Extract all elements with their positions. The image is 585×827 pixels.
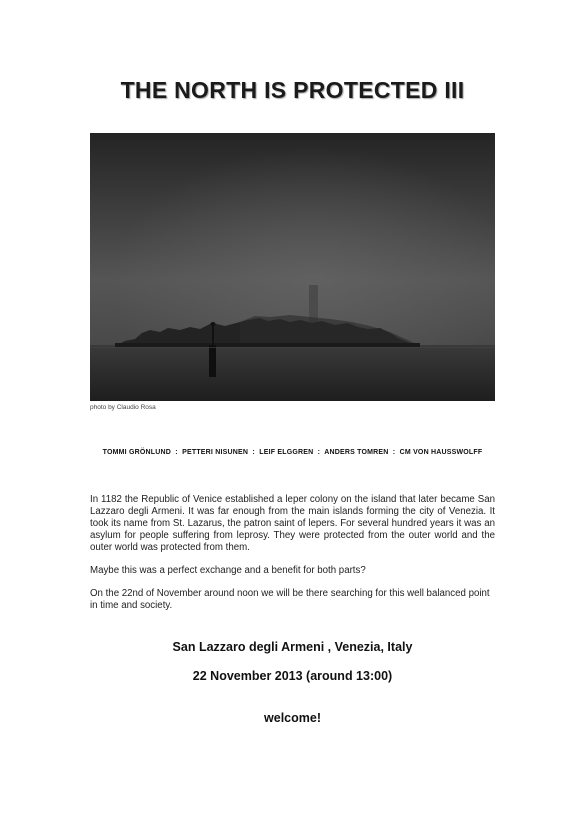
event-location: San Lazzaro degli Armeni , Venezia, Italy: [172, 640, 413, 654]
event-date: 22 November 2013 (around 13:00): [192, 669, 393, 683]
artists-list: TOMMI GRÖNLUND : PETTERI NISUNEN : LEIF ELGGREN : ANDERS TOMREN : CM VON HAUSSWOLFF: [102, 449, 483, 456]
paragraph-history: In 1182 the Republic of Venice established a leper colony on the island that later became San Lazzaro degli Armeni. It was far enough from the main islands forming the city of Venezia. It took its name from St. Lazarus, the patron saint of lepers. For several hundred years it was an asylum for people suffering from leprosy. They were protected from the outer world and the outer world was protected from them.: [90, 494, 495, 553]
photo-credit: photo by Claudio Rosa: [90, 404, 156, 411]
paragraph-event: On the 22nd of November around noon we will be there searching for this well balanced point in time and society.: [90, 588, 490, 611]
description-text: [90, 494, 495, 623]
page-title: THE NORTH IS PROTECTED III: [120, 77, 465, 103]
island-fog-photo: [90, 133, 495, 401]
paragraph-exchange: Maybe this was a perfect exchange and a benefit for both parts?: [90, 565, 366, 576]
welcome-text: welcome!: [264, 711, 321, 725]
